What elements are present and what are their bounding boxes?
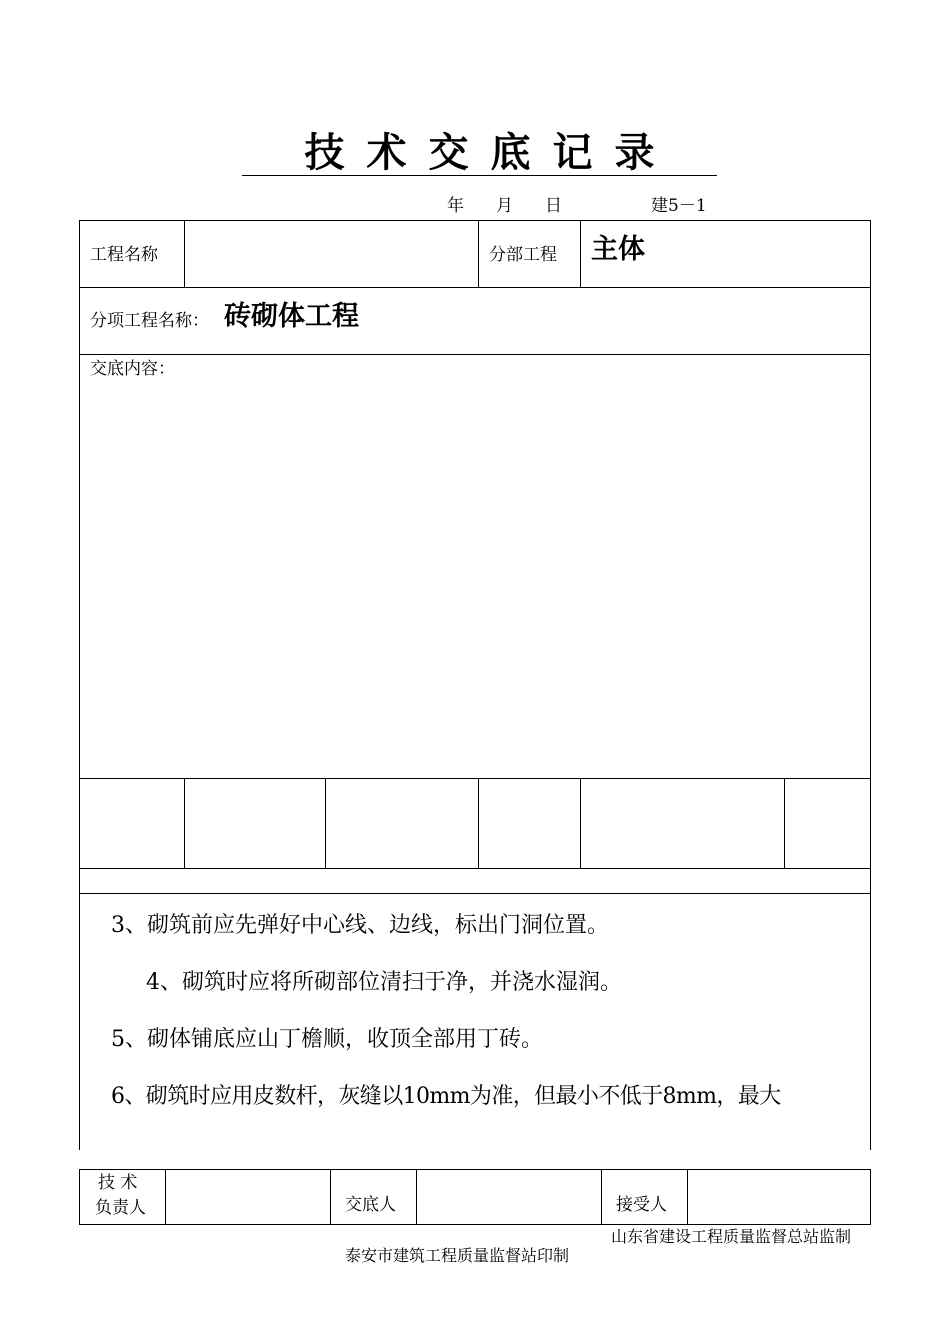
- cell-divider: [601, 1169, 602, 1224]
- table-rule: [79, 287, 871, 288]
- table-rule: [79, 868, 871, 869]
- content-item: 5、砌体铺底应山丁檐顺，收顶全部用丁砖。: [111, 1027, 543, 1052]
- cell-divider: [687, 1169, 688, 1224]
- cell-divider: [165, 1169, 166, 1224]
- cell-divider: [184, 220, 185, 287]
- table-border-right: [870, 1169, 871, 1224]
- tech-lead-label: 技 术: [98, 1173, 138, 1193]
- cell-divider: [784, 778, 785, 868]
- cell-divider: [330, 1169, 331, 1224]
- subitem-label: 分项工程名称：: [90, 311, 209, 331]
- cell-divider: [325, 778, 326, 868]
- content-body: [80, 895, 870, 1145]
- date-month-label: 月: [496, 196, 513, 216]
- tech-lead-label: 负责人: [95, 1198, 146, 1218]
- cell-divider: [580, 220, 581, 287]
- content-item: 4、砌筑时应将所砌部位清扫于净，并浇水湿润。: [146, 970, 622, 995]
- project-name-label: 工程名称: [90, 245, 158, 265]
- table-rule: [79, 778, 871, 779]
- title-underline: [242, 175, 717, 176]
- division-label: 分部工程: [489, 245, 557, 265]
- content-label: 交底内容：: [90, 359, 175, 379]
- footer-supervisor: 山东省建设工程质量监督总站监制: [611, 1227, 852, 1246]
- handover-label: 交底人: [345, 1195, 396, 1215]
- content-item: 6、砌筑时应用皮数杆，灰缝以10mm为准，但最小不低于8mm，最大: [111, 1084, 781, 1109]
- cell-divider: [478, 778, 479, 868]
- cell-divider: [184, 778, 185, 868]
- form-code: 建5－1: [651, 196, 707, 216]
- table-border-right: [870, 220, 871, 1150]
- table-rule: [79, 1169, 871, 1170]
- footer-printer: 泰安市建筑工程质量监督站印制: [345, 1246, 570, 1265]
- table-rule: [79, 1224, 871, 1225]
- table-border-top: [79, 220, 871, 221]
- receiver-label: 接受人: [616, 1195, 667, 1215]
- cell-divider: [580, 778, 581, 868]
- content-item: 3、砌筑前应先弹好中心线、边线，标出门洞位置。: [111, 913, 609, 938]
- table-rule: [79, 354, 871, 355]
- cell-divider: [478, 220, 479, 287]
- page-title: 技术交底记录: [304, 130, 677, 176]
- table-rule: [79, 893, 871, 894]
- division-value: 主体: [591, 234, 645, 265]
- date-day-label: 日: [545, 196, 562, 216]
- table-border-left: [79, 1169, 80, 1224]
- cell-divider: [416, 1169, 417, 1224]
- subitem-value: 砖砌体工程: [224, 301, 359, 332]
- date-year-label: 年: [447, 196, 464, 216]
